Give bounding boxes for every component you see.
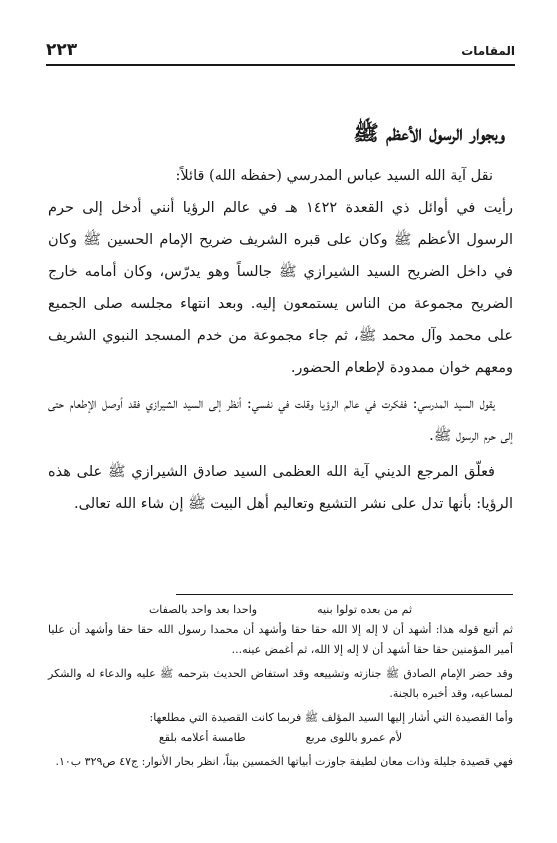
header-rule [46,64,515,66]
main-text [48,116,513,520]
footnote-text: وأما القصيدة التي أشار إليها السيد المؤلف ﷺ فربما كانت القصيدة التي مطلعها: [149,711,513,724]
footnote-text: وقد حضر الإمام الصادق ﷺ جنازته وتشييعه وقد استفاض الحديث بترحمه ﷺ عليه والدعاء له والشكر لمساعيه، وقد أخبره بالجنة. [48,667,513,700]
footnotes [48,600,513,772]
footnote-text: ثم أتبع قوله هذا: أشهد أن لا إله إلا الله حقا حقا وأشهد أن محمدا رسول الله حقا حقا وأشهد أن عليا أمير المؤمنين حقا حقا أشهد أن لا إله إلا الله، ثم أغمض عينه... [48,623,513,656]
verse-hemistich: ثم من بعده تولوا بنيه [317,603,413,616]
page-number: ٢٢٣ [46,40,78,60]
verse-line [48,728,513,748]
dream-paragraph: رأيت في أوائل ذي القعدة ١٤٢٢ هـ في عالم الرؤيا أنني أدخل إلى حرم الرسول الأعظم ﷺ وكان على قبره الشريف ضريح الإمام الحسين ﷺ وكان في داخل الضريح السيد الشيرازي ﷺ جالساً وهو يدرّس، وكان أمامه خارج الضريح مجموعة من الناس يستمعون إليه. وبعد انتهاء مجلسه صلى الجميع على محمد وآل محمد ﷺ، ثم جاء مجموعة من خدم المسجد النبوي الشريف ومعهم خوان ممدودة لإطعام الحضور. [48,200,513,376]
running-title: المقامات [461,44,515,58]
section-title: وبجوار الرسول الأعظم ﷺ [353,120,505,145]
footnote-text: فهي قصيدة جليلة وذات معان لطيفة جاوزت أبياتها الخمسين بيتاً، انظر بحار الأنوار: ج٤٧ ص٣٢٩ ب١٠. [55,755,513,768]
interpretation-paragraph: فعلّق المرجع الديني آية الله العظمى السيد صادق الشيرازي ﷺ على هذه الرؤيا: بأنها تدل على نشر التشيع وتعاليم أهل البيت ﷺ إن شاء الله تعالى. [48,464,513,512]
verse-hemistich: واحدا بعد واحد بالصفات [148,603,258,616]
page-header [46,40,515,62]
verse-line [48,600,513,620]
intro-paragraph: نقل آية الله السيد عباس المدرسي (حفظه الله) قائلاً: [175,168,493,184]
footnote-rule [176,594,513,595]
verse-hemistich: لأم عمرو باللوى مربع [305,731,403,744]
reflection-paragraph: يقول السيد المدرسي: ففكرت في عالم الرؤيا وقلت في نفسي: أنظر إلى السيد الشيرازي فقد أوصل الإطعام حتى إلى حرم الرسول ﷺ. [48,396,513,444]
verse-hemistich: طامسة أعلامه بلقع [158,731,246,744]
